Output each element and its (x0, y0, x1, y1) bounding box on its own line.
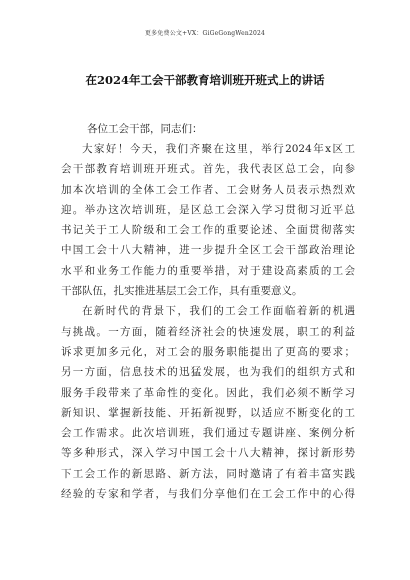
document-title: 在2024年工会干部教育培训班开班式上的讲话 (85, 73, 325, 87)
text-line: 大家好！今天，我们齐聚在这里，举行2024年x区工 (82, 143, 355, 155)
text-line: 干部队伍，扎实推进基层工会工作，具有重要意义。 (61, 285, 303, 298)
text-line: 会工作需求。此次培训班，我们通过专题讲座、案例分析 (61, 427, 355, 440)
document-body (61, 139, 355, 504)
salutation: 各位工会干部，同志们： (87, 123, 203, 135)
text-line: 另一方面，信息技术的迅猛发展，也为我们的组织方式和 (61, 366, 355, 379)
text-line: 在新时代的背景下，我们的工会工作面临着新的机遇 (82, 305, 355, 318)
header-note: 更多免费公文+VX：GiGeGongWen2024 (144, 30, 266, 37)
text-line: 服务手段带来了革命性的变化。因此，我们必须不断学习 (61, 386, 355, 399)
text-line: 经验的专家和学者，与我们分享他们在工会工作中的心得 (61, 488, 355, 501)
text-line: 迎。举办这次培训班，是区总工会深入学习贯彻习近平总 (61, 203, 355, 216)
text-line: 诉求更加多元化，对工会的服务职能提出了更高的要求； (61, 345, 355, 358)
text-line: 书记关于工人阶级和工会工作的重要论述、全面贯彻落实 (61, 224, 355, 237)
text-line: 中国工会十八大精神，进一步提升全区工会干部政治理论 (61, 244, 355, 257)
text-line: 会干部教育培训班开班式。首先，我代表区总工会，向参 (61, 163, 355, 176)
text-line: 新知识、掌握新技能、开拓新视野，以适应不断变化的工 (61, 406, 355, 419)
paragraph (61, 139, 355, 301)
text-line: 与挑战。一方面，随着经济社会的快速发展，职工的利益 (61, 325, 355, 338)
text-line: 等多种形式，深入学习中国工会十八大精神，探讨新形势 (61, 447, 355, 460)
text-line: 加本次培训的全体工会工作者、工会财务人员表示热烈欢 (61, 183, 355, 196)
paragraph (61, 301, 355, 504)
text-line: 下工会工作的新思路、新方法，同时邀请了有着丰富实践 (61, 467, 355, 480)
text-line: 水平和业务工作能力的重要举措，对于建设高素质的工会 (61, 264, 355, 277)
